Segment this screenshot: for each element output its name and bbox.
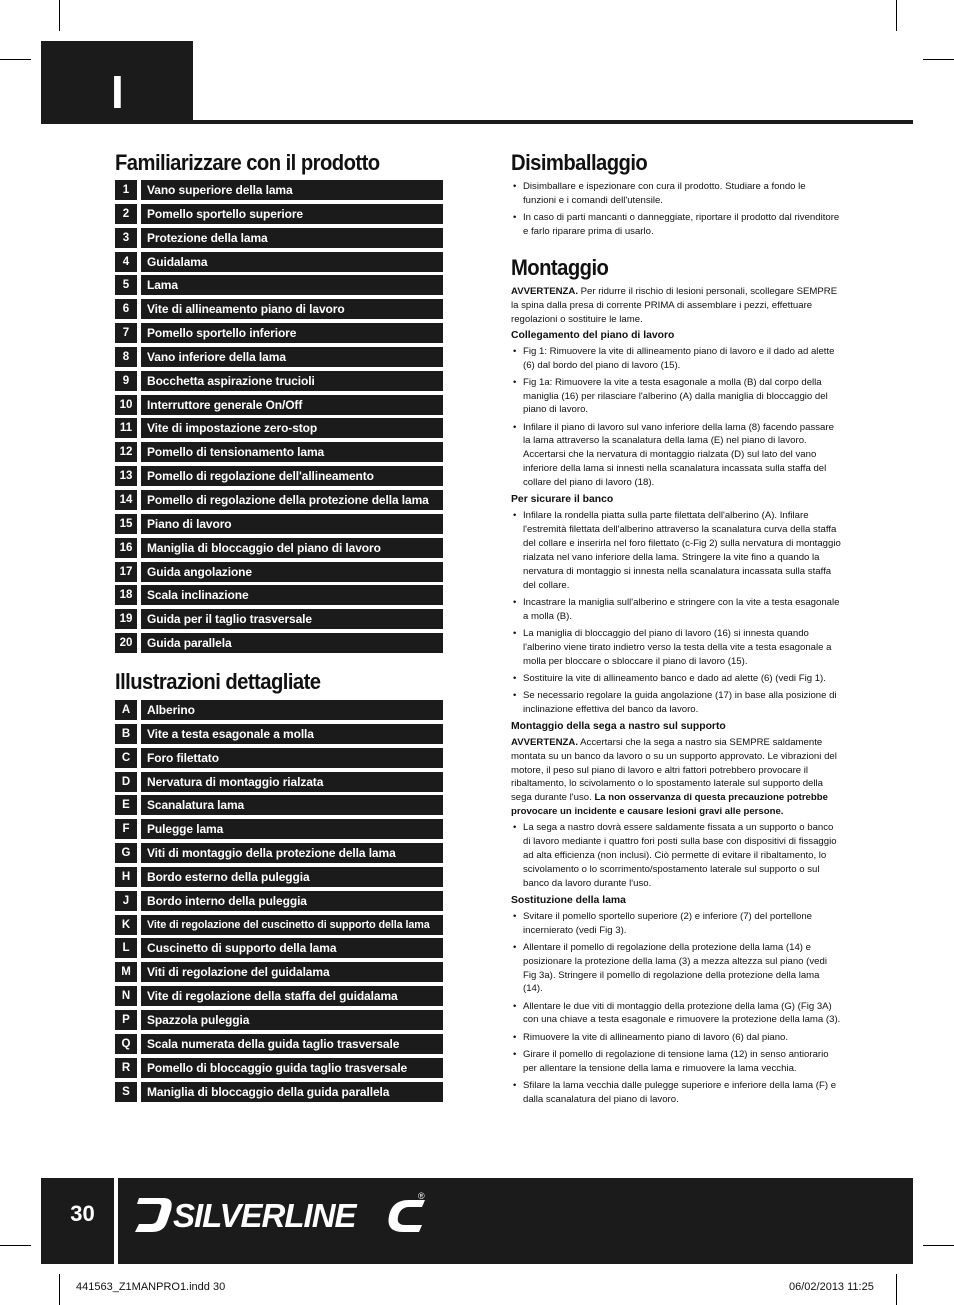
item-number: 1	[115, 180, 137, 200]
item-label: Vite di regolazione della staffa del guidalama	[141, 986, 443, 1006]
item-label: Viti di montaggio della protezione della lama	[141, 843, 443, 863]
item-number: 18	[115, 585, 137, 605]
registered-mark: ®	[418, 1191, 425, 1201]
list-item: • Infilare il piano di lavoro sul vano inferiore della lama (8) facendo passare la lama attraverso la scanalatura della lama (E) nel piano di lavoro. Accertarsi che la nervatura di montaggio rialzata (D) sul lato del vano inferiore della lama si innesti nella scanalatura incassata sulla staffa del collare del piano di lavoro (18).	[511, 421, 841, 491]
list-item: • Svitare il pomello sportello superiore (2) e inferiore (7) del portellone incernierato (vedi Fig 3).	[511, 910, 841, 938]
blade-replacement-bullets	[511, 910, 841, 1107]
table-row	[115, 1010, 443, 1030]
item-label: Pomello di tensionamento lama	[141, 442, 443, 462]
list-item: • Sfilare la lama vecchia dalle pulegge superiore e inferiore della lama (F) e dalla scanalatura del piano di lavoro.	[511, 1079, 841, 1107]
item-label: Cuscinetto di supporto della lama	[141, 938, 443, 958]
item-number: A	[115, 700, 137, 720]
warning-text: Per ridurre il rischio di lesioni personali, scollegare SEMPRE la spina dalla presa di corrente PRIMA di assemblare i pezzi, effettuare regolazioni o sostituire le lame.	[511, 286, 838, 325]
item-label: Vite a testa esagonale a molla	[141, 724, 443, 744]
item-number: 13	[115, 466, 137, 486]
item-number: F	[115, 819, 137, 839]
list-item: • In caso di parti mancanti o danneggiate, riportare il prodotto dal rivenditore e farlo riparare prima di usarlo.	[511, 211, 841, 239]
crop-mark	[896, 1274, 897, 1305]
saw-mounting-warning	[511, 736, 841, 819]
item-label: Foro filettato	[141, 748, 443, 768]
item-label: Pulegge lama	[141, 819, 443, 839]
table-row	[115, 275, 443, 295]
warning-label: AVVERTENZA.	[511, 286, 578, 297]
table-row	[115, 1082, 443, 1102]
table-row	[115, 938, 443, 958]
table-row	[115, 347, 443, 367]
list-item: • Incastrare la maniglia sull'alberino e stringere con la vite a testa esagonale a molla (B).	[511, 596, 841, 624]
parts-title: Familiarizzare con il prodotto	[115, 150, 380, 175]
illustrations-list	[115, 700, 443, 1105]
crop-mark	[0, 59, 31, 60]
item-number: S	[115, 1082, 137, 1102]
assembly-body	[511, 285, 841, 1110]
item-label: Pomello di regolazione dell'allineamento	[141, 466, 443, 486]
item-label: Protezione della lama	[141, 228, 443, 248]
item-label: Alberino	[141, 700, 443, 720]
item-number: N	[115, 986, 137, 1006]
table-row	[115, 204, 443, 224]
table-row	[115, 323, 443, 343]
crop-mark	[923, 1245, 954, 1246]
crop-mark	[0, 1245, 31, 1246]
item-number: 20	[115, 633, 137, 653]
section-letter: I	[111, 66, 124, 118]
table-row	[115, 514, 443, 534]
item-number: 11	[115, 418, 137, 438]
item-number: 17	[115, 562, 137, 582]
item-label: Interruttore generale On/Off	[141, 395, 443, 415]
item-number: 2	[115, 204, 137, 224]
item-label: Vite di allineamento piano di lavoro	[141, 299, 443, 319]
item-number: M	[115, 962, 137, 982]
table-row	[115, 418, 443, 438]
item-number: H	[115, 867, 137, 887]
table-row	[115, 633, 443, 653]
list-item: • Rimuovere la vite di allineamento piano di lavoro (6) dal piano.	[511, 1031, 841, 1045]
list-item: • Disimballare e ispezionare con cura il prodotto. Studiare a fondo le funzioni e i comandi dell'utensile.	[511, 180, 841, 208]
item-number: G	[115, 843, 137, 863]
item-number: 15	[115, 514, 137, 534]
item-label: Spazzola puleggia	[141, 1010, 443, 1030]
item-label: Pomello sportello superiore	[141, 204, 443, 224]
list-item: • Se necessario regolare la guida angolazione (17) in base alla posizione di inclinazione effettiva del banco da lavoro.	[511, 689, 841, 717]
crop-mark	[896, 0, 897, 31]
item-label: Guida parallela	[141, 633, 443, 653]
item-number: 14	[115, 490, 137, 510]
list-item: • La sega a nastro dovrà essere saldamente fissata a un supporto o banco di lavoro mediante i quattro fori posti sulla base con dispositivi di fissaggio ad alta efficienza (non inclusi). Ciò permette di evitare il ribaltamento, lo scivolamento o lo scorrimento/spostamento laterale sul supporto o sul banco da lavoro durante l'uso.	[511, 821, 841, 891]
logo-wordmark: SILVERLINE	[173, 1197, 356, 1234]
table-row	[115, 795, 443, 815]
list-item: • Sostituire la vite di allineamento banco e dado ad alette (6) (vedi Fig 1).	[511, 672, 841, 686]
table-row	[115, 772, 443, 792]
item-label: Pomello di bloccaggio guida taglio trasversale	[141, 1058, 443, 1078]
list-item: • La maniglia di bloccaggio del piano di lavoro (16) si innesta quando l'alberino viene tirato indietro verso la testa della vite a testa esagonale a molla per bloccare o sbloccare il piano di lavoro (15).	[511, 627, 841, 669]
table-row	[115, 748, 443, 768]
item-label: Vite di regolazione del cuscinetto di supporto della lama	[141, 915, 443, 935]
language-tab	[41, 41, 193, 124]
table-row	[115, 299, 443, 319]
crop-mark	[59, 0, 60, 31]
item-label: Nervatura di montaggio rialzata	[141, 772, 443, 792]
table-row	[115, 819, 443, 839]
item-number: P	[115, 1010, 137, 1030]
item-number: 12	[115, 442, 137, 462]
list-item: • Fig 1: Rimuovere la vite di allineamento piano di lavoro e il dado ad alette (6) dal bordo del piano di lavoro (15).	[511, 345, 841, 373]
table-row	[115, 490, 443, 510]
list-item: • Allentare le due viti di montaggio della protezione della lama (G) (Fig 3A) con una chiave a testa esagonale e rimuovere la protezione della lama (3).	[511, 1000, 841, 1028]
item-number: K	[115, 915, 137, 935]
warning-label: AVVERTENZA.	[511, 736, 578, 748]
table-row	[115, 843, 443, 863]
page-number: 30	[70, 1201, 95, 1226]
table-row	[115, 962, 443, 982]
item-number: 10	[115, 395, 137, 415]
item-number: 7	[115, 323, 137, 343]
item-label: Scala numerata della guida taglio trasversale	[141, 1034, 443, 1054]
warning-text: Accertarsi che la sega a nastro sia SEMPRE saldamente montata su un banco da lavoro o su un supporto approvato. Le vibrazioni del motore, il peso sul piano di lavoro e altri fattori potrebbero provocare il ribaltamento, lo scivolamento o lo spostamento laterale sul supporto della sega durante l'uso.	[511, 736, 837, 804]
item-label: Scala inclinazione	[141, 585, 443, 605]
table-row	[115, 228, 443, 248]
table-row	[115, 609, 443, 629]
item-number: B	[115, 724, 137, 744]
item-number: 3	[115, 228, 137, 248]
assembly-title: Montaggio	[511, 255, 609, 280]
table-row	[115, 585, 443, 605]
unpacking-body	[511, 180, 841, 242]
item-number: 8	[115, 347, 137, 367]
table-row	[115, 724, 443, 744]
item-label: Maniglia di bloccaggio del piano di lavoro	[141, 538, 443, 558]
table-row	[115, 562, 443, 582]
item-number: 19	[115, 609, 137, 629]
item-label: Guida angolazione	[141, 562, 443, 582]
item-label: Guida per il taglio trasversale	[141, 609, 443, 629]
parts-list	[115, 180, 443, 657]
table-row	[115, 538, 443, 558]
item-label: Bocchetta aspirazione trucioli	[141, 371, 443, 391]
securing-bench-bullets	[511, 509, 841, 716]
slug-file: 441563_Z1MANPRO1.indd 30	[76, 1281, 226, 1293]
list-item: • Allentare il pomello di regolazione della protezione della lama (14) e posizionare la protezione della lama (3) a mezza altezza sul piano (vedi Fig 3a). Stringere il pomello di regolazione della protezione della lama (14).	[511, 941, 841, 997]
list-item: • Fig 1a: Rimuovere la vite a testa esagonale a molla (B) dal corpo della maniglia (16) per rilasciare l'alberino (A) dalla maniglia di bloccaggio del piano di lavoro.	[511, 376, 841, 418]
item-label: Vite di impostazione zero-stop	[141, 418, 443, 438]
item-label: Piano di lavoro	[141, 514, 443, 534]
item-label: Viti di regolazione del guidalama	[141, 962, 443, 982]
table-connection-bullets	[511, 345, 841, 490]
item-number: 4	[115, 252, 137, 272]
item-number: D	[115, 772, 137, 792]
crop-mark	[923, 59, 954, 60]
unpacking-title: Disimballaggio	[511, 150, 648, 175]
table-row	[115, 867, 443, 887]
item-number: J	[115, 891, 137, 911]
header-rule	[41, 120, 913, 124]
item-number: Q	[115, 1034, 137, 1054]
saw-mounting-bullets	[511, 821, 841, 891]
item-number: R	[115, 1058, 137, 1078]
table-row	[115, 466, 443, 486]
table-row	[115, 180, 443, 200]
item-label: Bordo esterno della puleggia	[141, 867, 443, 887]
subheading-saw-mounting: Montaggio della sega a nastro sul supporto	[511, 720, 726, 732]
item-label: Pomello sportello inferiore	[141, 323, 443, 343]
item-number: 16	[115, 538, 137, 558]
item-label: Vano superiore della lama	[141, 180, 443, 200]
item-label: Scanalatura lama	[141, 795, 443, 815]
table-row	[115, 395, 443, 415]
subheading-blade-replacement: Sostituzione della lama	[511, 894, 626, 906]
item-number: 5	[115, 275, 137, 295]
item-number: L	[115, 938, 137, 958]
table-row	[115, 1034, 443, 1054]
table-row	[115, 371, 443, 391]
table-row	[115, 1058, 443, 1078]
item-label: Pomello di regolazione della protezione della lama	[141, 490, 443, 510]
subheading-table-connection: Collegamento del piano di lavoro	[511, 329, 675, 341]
item-label: Guidalama	[141, 252, 443, 272]
footer-divider	[114, 1178, 118, 1264]
item-label: Maniglia di bloccaggio della guida parallela	[141, 1082, 443, 1102]
table-row	[115, 986, 443, 1006]
list-item: • Girare il pomello di regolazione di tensione lama (12) in senso antiorario per allentare la tensione della lama e rimuovere la lama vecchia.	[511, 1048, 841, 1076]
crop-mark	[59, 1274, 60, 1305]
item-label: Bordo interno della puleggia	[141, 891, 443, 911]
illustrations-title: Illustrazioni dettagliate	[115, 669, 321, 694]
table-row	[115, 915, 443, 935]
unpacking-bullets	[511, 180, 841, 239]
item-number: 6	[115, 299, 137, 319]
table-row	[115, 700, 443, 720]
subheading-securing-bench: Per sicurare il banco	[511, 494, 614, 506]
item-number: E	[115, 795, 137, 815]
table-row	[115, 252, 443, 272]
item-label: Lama	[141, 275, 443, 295]
list-item: • Infilare la rondella piatta sulla parte filettata dell'alberino (A). Infilare l'estremità filettata dell'alberino attraverso la scanalatura curva della staffa del collare e inserirla nel foro filettato (c-Fig 2) sulla nervatura di montaggio rialzata nel vano inferiore della lama. Stringere la vite fino a quando la nervatura di montaggio si innesta nella scanalatura incassata sulla staffa del collare.	[511, 509, 841, 592]
silverline-logo	[133, 1190, 433, 1236]
warning-bold-text: La non osservanza di questa precauzione potrebbe provocare un incidente e causare lesioni gravi alle persone.	[511, 792, 828, 818]
item-label: Vano inferiore della lama	[141, 347, 443, 367]
assembly-warning	[511, 285, 841, 327]
table-row	[115, 891, 443, 911]
item-number: C	[115, 748, 137, 768]
table-row	[115, 442, 443, 462]
slug-date: 06/02/2013 11:25	[789, 1281, 874, 1293]
item-number: 9	[115, 371, 137, 391]
